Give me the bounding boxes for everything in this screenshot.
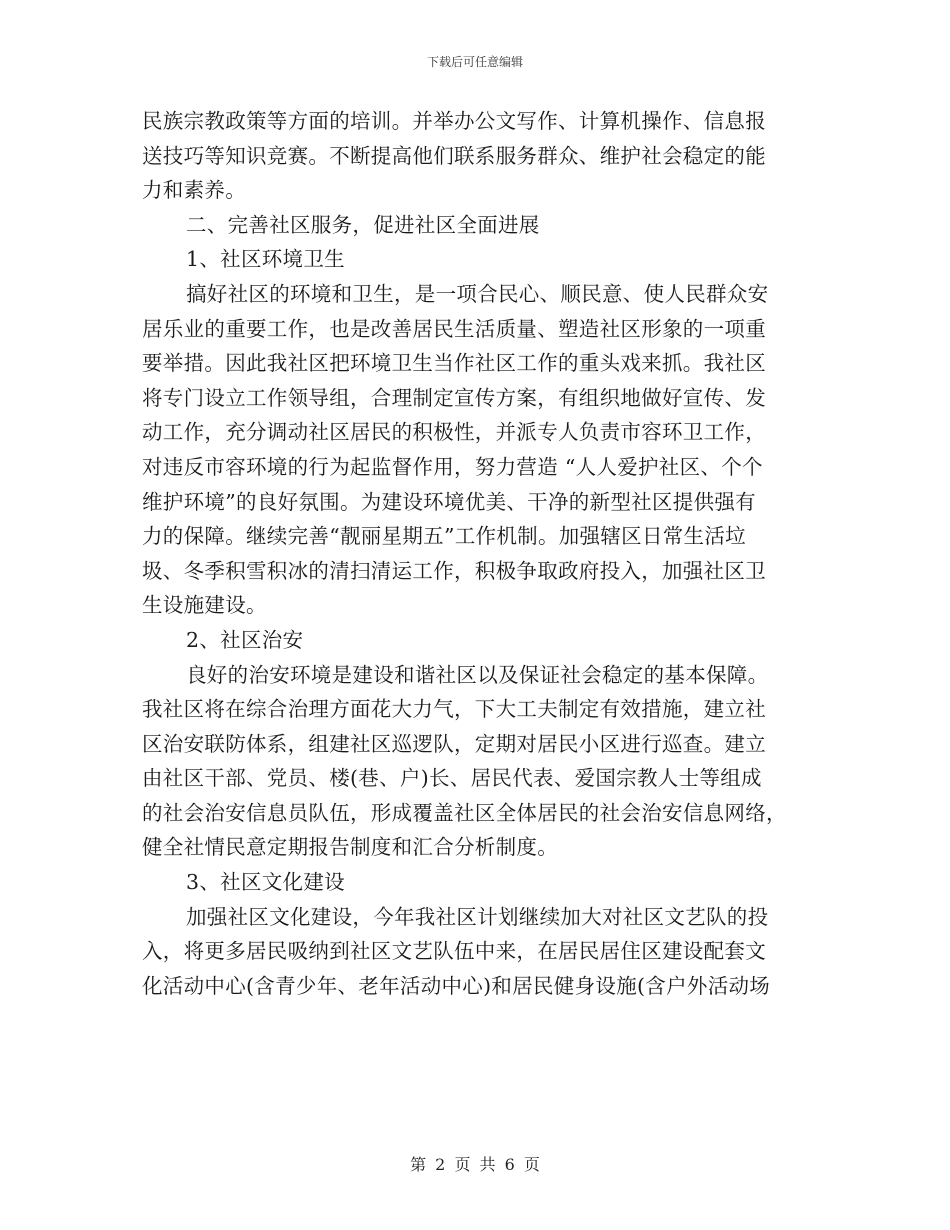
- text-line: 力和素养。: [142, 178, 246, 203]
- text-line: 健全社情民意定期报告制度和汇合分析制度。: [142, 835, 558, 860]
- subsection-heading: 3、社区文化建设: [186, 870, 345, 895]
- text-line: 圾、冬季积雪积冰的清扫清运工作，积极争取政府投入，加强社区卫: [142, 558, 766, 583]
- text-line: 搞好社区的环境和卫生，是一项合民心、顺民意、使人民群众安: [186, 281, 769, 306]
- section-heading: 二、完善社区服务，促进社区全面进展: [186, 212, 540, 237]
- text-line: 送技巧等知识竞赛。不断提高他们联系服务群众、维护社会稳定的能: [142, 143, 766, 168]
- text-line: 生设施建设。: [142, 593, 267, 618]
- text-line: 入，将更多居民吸纳到社区文艺队伍中来，在居民居住区建设配套文: [142, 939, 766, 964]
- text-line: 维护环境”的良好氛围。为建设环境优美、干净的新型社区提供强有: [142, 489, 756, 514]
- text-line: 民族宗教政策等方面的培训。并举办公文写作、计算机操作、信息报: [142, 109, 766, 133]
- text-line: 将专门设立工作领导组，合理制定宣传方案，有组织地做好宣传、发: [142, 385, 766, 410]
- text-line: 我社区将在综合治理方面花大力气，下大工夫制定有效措施，建立社: [142, 697, 766, 722]
- text-line: 化活动中心(含青少年、老年活动中心)和居民健身设施(含户外活动场: [142, 973, 771, 998]
- text-line: 居乐业的重要工作，也是改善居民生活质量、塑造社区形象的一项重: [142, 316, 766, 341]
- text-line: 由社区干部、党员、楼(巷、户)长、居民代表、爱国宗教人士等组成: [142, 766, 762, 791]
- page-number-footer: 第 2 页 共 6 页: [410, 1155, 540, 1174]
- subsection-heading: 2、社区治安: [186, 627, 304, 652]
- subsection-heading: 1、社区环境卫生: [186, 247, 345, 272]
- text-line: 的社会治安信息员队伍，形成覆盖社区全体居民的社会治安信息网络，: [142, 800, 787, 825]
- text-line: 要举措。因此我社区把环境卫生当作社区工作的重头戏来抓。我社区: [142, 351, 766, 376]
- text-line: 动工作，充分调动社区居民的积极性，并派专人负责市容环卫工作，: [142, 420, 766, 445]
- text-line: 力的保障。继续完善“靓丽星期五”工作机制。加强辖区日常生活垃: [142, 524, 746, 549]
- text-line: 良好的治安环境是建设和谐社区以及保证社会稳定的基本保障。: [186, 662, 769, 687]
- text-line: 对违反市容环境的行为起监督作用，努力营造 “人人爱护社区、个个: [142, 454, 763, 479]
- text-line: 区治安联防体系，组建社区巡逻队，定期对居民小区进行巡查。建立: [142, 731, 766, 756]
- document-body: [142, 104, 810, 1003]
- page-header-note: 下载后可任意编辑: [426, 55, 523, 69]
- text-line: 加强社区文化建设，今年我社区计划继续加大对社区文艺队的投: [186, 904, 769, 929]
